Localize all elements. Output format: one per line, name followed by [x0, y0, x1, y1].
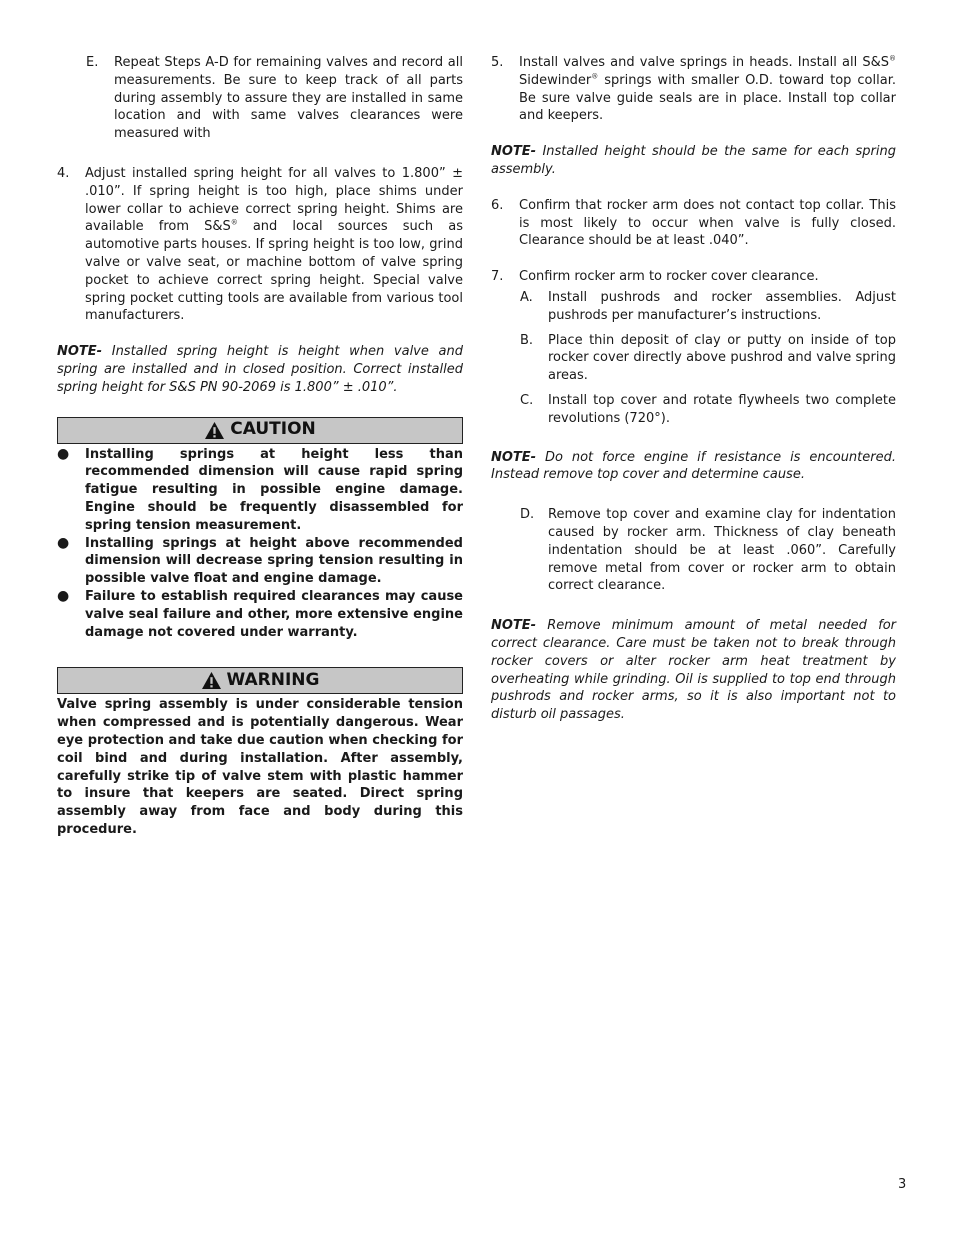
step-4	[57, 165, 463, 325]
note-do-not-force	[491, 449, 896, 485]
step-marker: A.	[520, 289, 533, 305]
step-7b	[520, 332, 896, 385]
step-text-part: springs with smaller O.D. toward top collar. Be sure valve guide seals are in place. Install top collar and keepers.	[519, 72, 896, 124]
right-column	[491, 54, 896, 724]
caution-item	[57, 535, 463, 588]
step-7d	[520, 506, 896, 595]
warning-triangle-icon	[201, 671, 222, 690]
step-text: Confirm that rocker arm does not contact top collar. This is most likely to occur when valve is fully closed. Clearance should be at least .040”.	[519, 197, 896, 249]
caution-title: CAUTION	[230, 419, 316, 440]
bullet-icon: ●	[57, 587, 70, 604]
registered-mark: ®	[889, 54, 896, 63]
note-text: Installed height should be the same for each spring assembly.	[491, 144, 896, 177]
step-text: Repeat Steps A-D for remaining valves and record all measurements. Be sure to keep track of all parts during assembly to assure they are installed in same location and with same valves clearances were measured with	[114, 55, 463, 142]
step-text	[85, 165, 463, 325]
caution-text: Failure to establish required clearances may cause valve seal failure and other, more extensive engine damage not covered under warranty.	[85, 588, 463, 640]
caution-list	[57, 446, 463, 642]
caution-item	[57, 588, 463, 641]
left-column	[57, 54, 463, 839]
warning-banner	[57, 667, 463, 694]
note-label: NOTE-	[491, 618, 537, 634]
step-text-part: Adjust installed spring height for all valves to 1.800” ± .010”. If spring height is too high, place shims under lower collar to achieve correct spring height. Shims are available from S&S	[85, 165, 463, 235]
step-text-part: Install valves and valve springs in heads. Install all S&S	[519, 55, 889, 70]
step-e	[86, 54, 463, 143]
page-number: 3	[898, 1177, 907, 1192]
note-text: Remove minimum amount of metal needed for correct clearance. Care must be taken not to break through rocker covers or alter rocker arm heat treatment by overheating while grinding. Oil is supplied to top end through pushrods and rocker arms, so it is also important not to disturb oil passages.	[491, 618, 896, 723]
step-text	[519, 54, 896, 125]
step-marker: D.	[520, 507, 535, 523]
step-text: Install top cover and rotate flywheels two complete revolutions (720°).	[548, 392, 896, 426]
step-marker: 7.	[491, 269, 504, 285]
step-6	[491, 197, 896, 250]
bullet-icon: ●	[57, 445, 70, 462]
step-text: Confirm rocker arm to rocker cover clearance.	[519, 269, 819, 285]
step-marker: 4.	[57, 165, 70, 181]
registered-mark: ®	[230, 219, 238, 228]
step-7a	[520, 289, 896, 325]
registered-mark: ®	[591, 72, 599, 81]
note-spring-height	[57, 343, 463, 396]
note-label: NOTE-	[491, 449, 537, 465]
warning-title: WARNING	[226, 669, 320, 690]
step-7	[491, 268, 896, 286]
step-text-part: and local sources such as automotive parts houses. If spring height is too low, grind valve or valve seat, or machine bottom of valve spring pocket to achieve correct spring height. Special valve spring pocket cutting tools are available from various tool manufacturers.	[85, 219, 463, 324]
warning-triangle-icon	[204, 421, 225, 440]
note-text: Installed spring height is height when valve and spring are installed and in closed position. Correct installed spring height for S&S PN 90-2069 is 1.800” ± .010”.	[57, 344, 463, 395]
note-installed-height	[491, 143, 896, 179]
step-marker: B.	[520, 332, 534, 348]
step-text: Remove top cover and examine clay for indentation caused by rocker arm. Thickness of clay beneath indentation should be at least .060”. Carefully remove metal from cover or rocker arm to obtain correct clearance.	[548, 507, 896, 594]
note-label: NOTE-	[491, 144, 537, 160]
step-text: Place thin deposit of clay or putty on inside of top rocker cover directly above pushrod and valve spring areas.	[548, 332, 896, 384]
bullet-icon: ●	[57, 534, 70, 551]
note-remove-metal	[491, 617, 896, 724]
step-5	[491, 54, 896, 125]
caution-text: Installing springs at height less than recommended dimension will cause rapid spring fatigue resulting in possible engine damage. Engine should be frequently disassembled for spring tension measurement.	[85, 446, 463, 533]
step-marker: E.	[86, 55, 99, 70]
step-text-part: Sidewinder	[519, 72, 592, 88]
caution-text: Installing springs at height above recommended dimension will decrease spring tension resulting in possible valve float and engine damage.	[85, 535, 463, 587]
step-marker: 6.	[491, 197, 504, 213]
note-label: NOTE-	[57, 344, 103, 360]
step-marker: 5.	[491, 55, 504, 70]
caution-item	[57, 446, 463, 535]
note-text: Do not force engine if resistance is encountered. Instead remove top cover and determine cause.	[491, 449, 896, 483]
step-7c	[520, 392, 896, 428]
step-marker: C.	[520, 392, 534, 408]
caution-banner	[57, 417, 463, 444]
warning-text: Valve spring assembly is under considerable tension when compressed and is potentially dangerous. Wear eye protection and take due caution when checking for coil bind and during installation. After assembly, carefully strike tip of valve stem with plastic hammer to insure that keepers are seated. Direct spring assembly away from face and body during this procedure.	[57, 697, 463, 837]
step-text: Install pushrods and rocker assemblies. Adjust pushrods per manufacturer’s instructions.	[548, 289, 896, 323]
